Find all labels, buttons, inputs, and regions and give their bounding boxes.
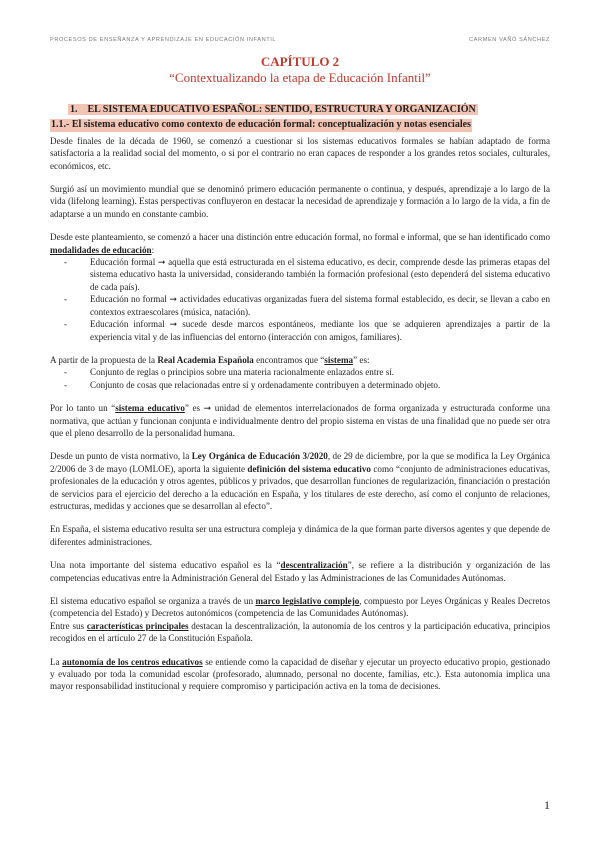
paragraph-1: Desde finales de la década de 1960, se comenzó a cuestionar si los sistemas educativos formales se habían adaptado de forma satisfactoria a la realidad social del momento, o si por el contrario no eran capaces de responder a los grandes retos sociales, culturales, económicos, etc.: [50, 135, 550, 171]
list-item: - Educación formal ➞ aquella que está estructurada en el sistema educativo, es decir, comprende desde las primeras etapas del sistema educativo hasta la universidad, considerando también la formación profesional (esto dependerá del sistema educativo de cada país).: [50, 256, 550, 293]
paragraph-11: La autonomía de los centros educativos se entiende como la capacidad de diseñar y ejecutar un proyecto educativo propio, gestionado y evaluado por toda la comunidad escolar (profesorado, alumnado, personal no docente, familias, etc.). Esta autonomía implica una mayor responsabilidad institucional y requiere compromiso y participación activa en la toma de decisiones.: [50, 656, 550, 692]
term-lomloe: Ley Orgánica de Educación 3/2020: [191, 451, 328, 462]
paragraph-3: Desde este planteamiento, se comenzó a hacer una distinción entre educación formal, no formal e informal, que se han identificado como modalidades de educación:: [50, 232, 550, 255]
page-number: 1: [544, 798, 550, 812]
chapter-title: CAPÍTULO 2: [260, 54, 340, 69]
paragraph-9: El sistema educativo español se organiza a través de un marco legislativo complejo, compuesto por Leyes Orgánicas y Reales Decretos (competencia del Estado) y Decretos autonómicos (competencia de las Comunidades Autónomas).: [50, 596, 551, 619]
subsection-heading-1-1: 1.1.- El sistema educativo como contexto de educación formal: conceptualización y notas esenciales: [51, 119, 471, 131]
paragraph-4: A partir de la propuesta de la Real Academia Española encontramos que “sistema” es:: [50, 354, 370, 365]
section-heading-1: [68, 104, 550, 116]
paragraph-7: En España, el sistema educativo resulta ser una estructura compleja y dinámica de la que forman parte diversos agentes y que depende de diferentes administraciones.: [50, 524, 550, 547]
list-modalidades: [50, 256, 550, 343]
header-course-title: PROCESOS DE ENSEÑANZA Y APRENDIZAJE EN EDUCACIÓN INFANTIL: [50, 37, 277, 43]
document-body: [50, 104, 550, 704]
list-item: - Educación no formal ➞ actividades educativas organizadas fuera del sistema formal establecido, es decir, se llevan a cabo en contextos extraescolares (música, natación).: [50, 293, 550, 318]
term-sistema-educativo: sistema educativo: [115, 403, 185, 414]
list-sistema: [50, 366, 550, 391]
list-item: - Conjunto de reglas o principios sobre una materia racionalmente enlazados entre sí.: [50, 366, 550, 378]
section-number: 1.: [70, 104, 78, 115]
term-modalidades: modalidades de educación: [50, 244, 152, 255]
list-item: - Educación informal ➞ sucede desde marcos espontáneos, mediante los que se adquieren aprendizajes a partir de la experiencia vital y de las influencias del entorno (interacción con amigos, familiares).: [50, 318, 550, 343]
term-sistema: sistema: [324, 354, 354, 365]
term-caracteristicas: características principales: [86, 620, 189, 631]
list-item: - Conjunto de cosas que relacionadas entre sí y ordenadamente contribuyen a determinado objeto.: [50, 379, 550, 391]
header-author: CARMEN VAÑÓ SÁNCHEZ: [469, 37, 550, 43]
paragraph-2: Surgió así un movimiento mundial que se denominó primero educación permanente o continua, y después, aprendizaje a lo largo de la vida (lifelong learning). Estas perspectivas confluyeron en destacar la necesidad de aprendizaje y formación a lo largo de la vida, a fin de adaptarse a un mundo en constante cambio.: [50, 184, 550, 219]
term-definicion: definición del sistema educativo: [247, 463, 371, 474]
paragraph-8: Una nota importante del sistema educativo español es la “descentralización”, se refiere a la distribución y organización de las competencias educativas entre la Administración General del Estado y las Administraciones de las Comunidades Autónomas.: [50, 560, 550, 583]
term-rae: Real Academia Española: [157, 354, 254, 365]
paragraph-5: Por lo tanto un “sistema educativo” es ➞ unidad de elementos interrelacionados de forma organizada y estructurada conforme una normativa, que actúan y funcionan conjunta e individualmente dentro del propio sistema en vistas de una finalidad que no puede ser otra que el pleno desarrollo de la personalidad humana.: [50, 403, 550, 438]
paragraph-10: Entre sus características principales destacan la descentralización, la autonomía de los centros y la participación educativa, principios recogidos en el artículo 27 de la Constitución Española.: [50, 620, 550, 644]
section-title: EL SISTEMA EDUCATIVO ESPAÑOL: SENTIDO, ESTRUCTURA Y ORGANIZACIÓN: [87, 104, 476, 115]
chapter-subtitle: “Contextualizando la etapa de Educación Infantil”: [169, 70, 431, 85]
page-header: [50, 37, 550, 47]
term-descentralizacion: descentralización: [280, 560, 348, 571]
term-marco-legislativo: marco legislativo complejo: [255, 596, 360, 606]
paragraph-6: Desde un punto de vista normativo, la Ley Orgánica de Educación 3/2020, de 29 de diciembre, por la que se modifica la Ley Orgánica 2/2006 de 3 de mayo (LOMLOE), aporta la siguiente definición del sistema educativo como “conjunto de administraciones educativas, profesionales de la educación y otros agentes, públicos y privados, que desarrollan funciones de regularización, financiación o prestación de servicios para el ejercicio del derecho a la educación en España, y los titulares de este derecho, así como el conjunto de relaciones, estructuras, medidas y acciones que se desarrollan al efecto”.: [50, 451, 551, 511]
term-autonomia: autonomía de los centros educativos: [62, 656, 203, 667]
